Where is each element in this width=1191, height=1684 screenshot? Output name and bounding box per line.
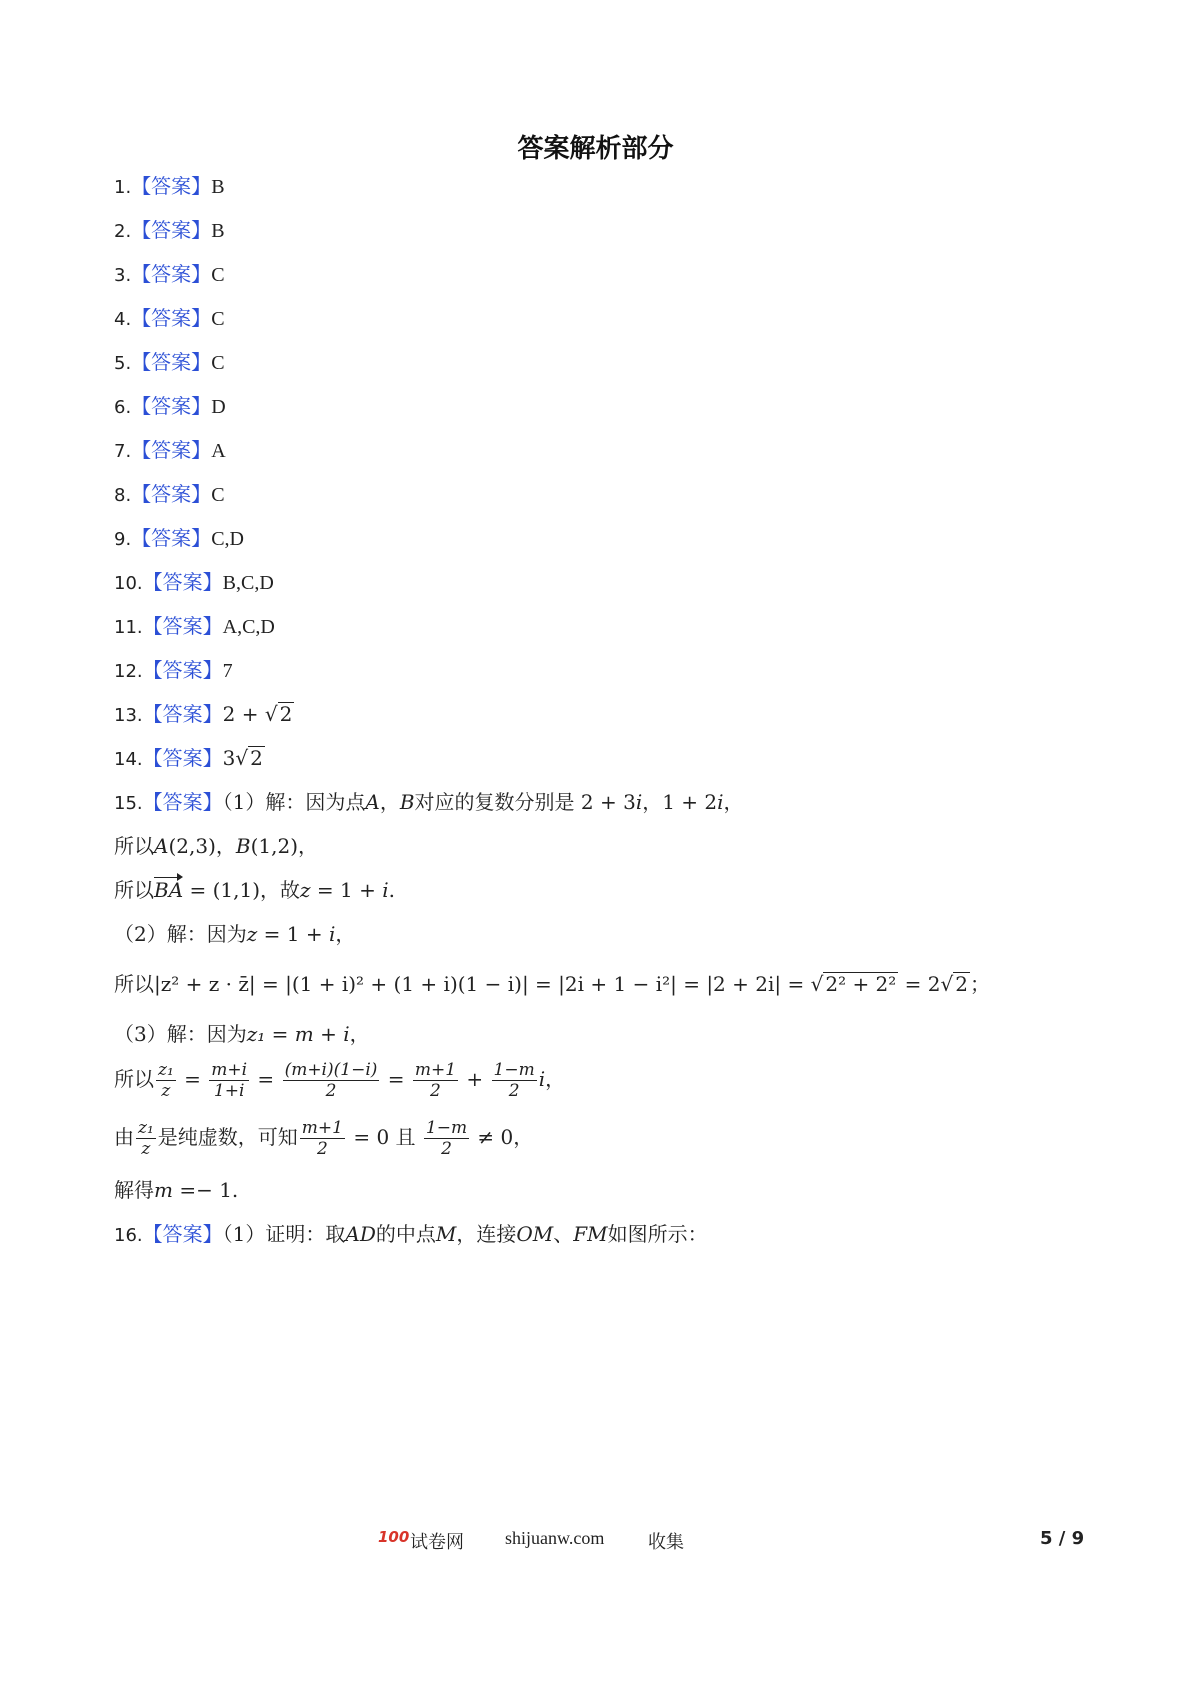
answer-tag: 【答案】 (142, 614, 223, 638)
fraction: $\frac{\text{z₁}}{z}$ (158, 1060, 174, 1101)
q16-line-1: 16.【答案】（1）证明：取AD的中点M，连接OM、FM如图所示： (114, 1222, 708, 1246)
answer-tag: 【答案】 (142, 1222, 223, 1246)
answer-line-13: 13.【答案】2 + √ 2 (114, 702, 293, 726)
answer-line-5: 5.【答案】C (114, 350, 225, 374)
answer-tag: 【答案】 (142, 746, 223, 770)
answer-tag: 【答案】 (131, 262, 212, 286)
answer-line-2: 2.【答案】B (114, 218, 225, 242)
fraction: $\frac{1-m}{2}$ (493, 1060, 535, 1101)
answer-line-9: 9.【答案】C,D (114, 526, 244, 550)
q15-line-8: 由 $\frac{\text{z₁}}{z}$ 是纯虚数，可知 $\frac{m+1}{2}$ = 0 且 $\frac{1-m}{2}$ ≠ 0， (114, 1118, 534, 1159)
q15-line-6: （3）解：因为z₁ = m + i， (114, 1022, 370, 1046)
answer-tag: 【答案】 (142, 702, 223, 726)
answer-line-1: 1.【答案】B (114, 174, 225, 198)
site-name: 试卷网 (410, 1532, 464, 1553)
q15-line-5: 所以|z² + z · z̄| = |(1 + i)² + (1 + i)(1 − i)| = |2i + 1 − i²| = |2 + 2i| = √ 2² + 2² = 2√ 2 ； (114, 972, 990, 996)
answer-line-12: 12.【答案】7 (114, 658, 233, 682)
q15-line-1: 15.【答案】（1）解：因为点A，B对应的复数分别是 2 + 3i，1 + 2i， (114, 790, 744, 814)
answer-line-4: 4.【答案】C (114, 306, 225, 330)
page-footer (0, 1528, 1191, 1558)
answer-line-14: 14.【答案】3√ 2 (114, 746, 263, 770)
answer-tag: 【答案】 (142, 658, 223, 682)
fraction: $\frac{m+1}{2}$ (301, 1118, 343, 1159)
radical: 2 (279, 702, 293, 726)
answer-tag: 【答案】 (142, 790, 223, 814)
answer-tag: 【答案】 (131, 218, 212, 242)
page-title: 答案解析部分 (517, 134, 674, 164)
answer-line-3: 3.【答案】C (114, 262, 225, 286)
answer-line-10: 10.【答案】B,C,D (114, 570, 274, 594)
q15-line-3: 所以BA = (1,1)，故z = 1 + i. (114, 878, 396, 902)
radical: 2 (955, 972, 968, 996)
answer-tag: 【答案】 (131, 306, 212, 330)
answer-line-8: 8.【答案】C (114, 482, 225, 506)
answer-tag: 【答案】 (131, 174, 212, 198)
answer-line-11: 11.【答案】A,C,D (114, 614, 275, 638)
site-logo: 100 (378, 1528, 410, 1546)
q15-line-9: 解得m =− 1. (114, 1178, 239, 1202)
answer-line-7: 7.【答案】A (114, 438, 226, 462)
vector-ba: BA (154, 878, 184, 902)
q15-line-4: （2）解：因为z = 1 + i， (114, 922, 356, 946)
page-number: 5 / 9 (1040, 1528, 1085, 1549)
fraction: $\frac{m+1}{2}$ (414, 1060, 457, 1101)
answer-tag: 【答案】 (131, 482, 212, 506)
answer-tag: 【答案】 (131, 526, 212, 550)
answer-tag: 【答案】 (131, 394, 212, 418)
answer-line-6: 6.【答案】D (114, 394, 226, 418)
radical: 2 (250, 746, 263, 770)
site-domain: shijuanw.com (505, 1528, 605, 1548)
answer-tag: 【答案】 (131, 438, 212, 462)
fraction: $\frac{1-m}{2}$ (425, 1118, 468, 1159)
answer-tag: 【答案】 (131, 350, 212, 374)
fraction: $\frac{(m+i)(1-i)}{2}$ (284, 1060, 378, 1101)
q15-line-2: 所以A(2,3)，B(1,2)， (114, 834, 318, 858)
answer-tag: 【答案】 (142, 570, 223, 594)
modulus-expression: |z² + z · z̄| = |(1 + i)² + (1 + i)(1 − i)| = |2i + 1 − i²| = |2 + 2i| = (154, 972, 811, 996)
collect-label: 收集 (648, 1532, 684, 1553)
q15-line-7: 所以 $\frac{\text{z₁}}{z}$ = $\frac{m+i}{1+i}$ = $\frac{(m+i)(1-i)}{2}$ = $\frac{m+1}{2}$ + $\frac{1-m}{2}$ i， (114, 1060, 566, 1101)
fraction: $\frac{\text{z₁}}{z}$ (138, 1118, 154, 1159)
fraction: $\frac{m+i}{1+i}$ (211, 1060, 248, 1101)
radical: 2² + 2² (825, 972, 897, 996)
